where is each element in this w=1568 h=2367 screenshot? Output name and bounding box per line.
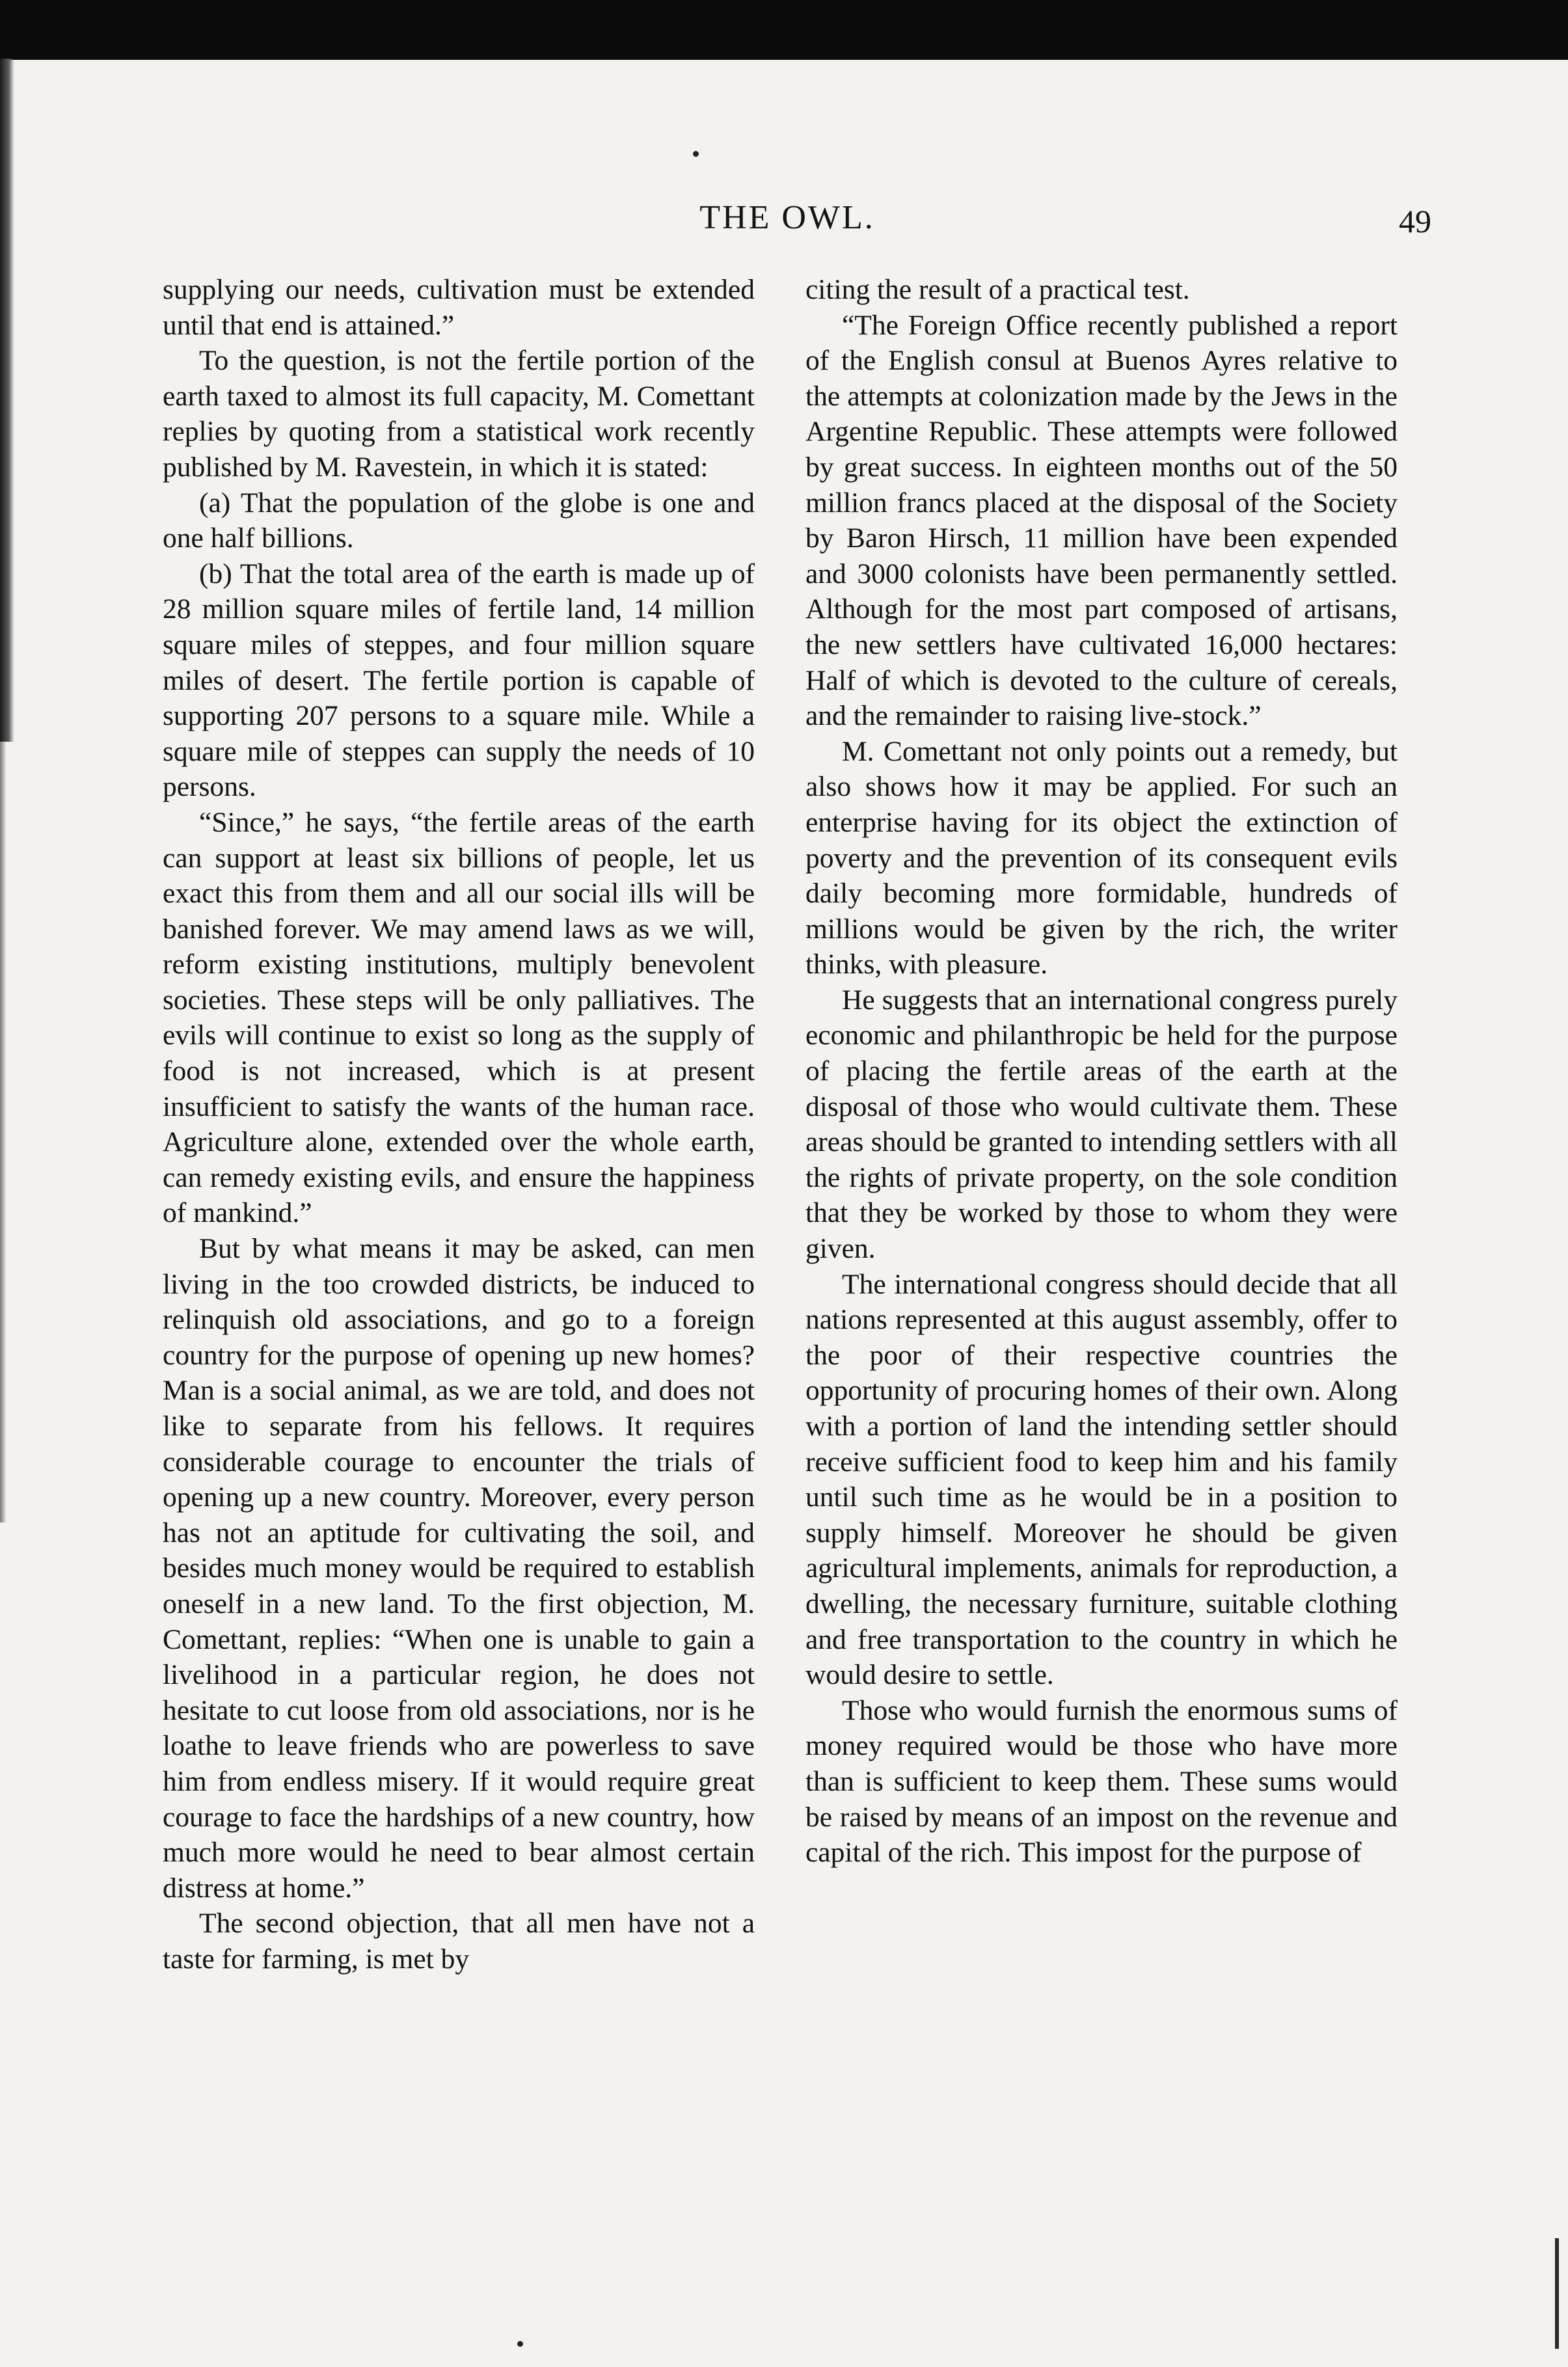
scan-top-border: [0, 0, 1568, 60]
page-number: 49: [1399, 203, 1431, 239]
left-paragraph-4: (b) That the total area of the earth is made up of 28 million square miles of fertile land, 14 million square miles of steppes, and four million square miles of desert. The fertile portion is capable of supporting 207 persons to a square mile. While a square mile of steppes can supply the needs of 10 persons.: [163, 558, 755, 803]
left-paragraph-1: supplying our needs, cultivation must be extended until that end is attained.”: [163, 274, 755, 341]
right-paragraph-5: The international congress should decide that all nations represented at this august assembly, offer to the poor of their respective countries the opportunity of procuring homes of their own. Along with a portion of land the intending settler should receive sufficient food to keep him and his family until such time as he would be in a position to supply himself. Moreover he should be given agricultural implements, animals for reproduction, a dwelling, the necessary furniture, suitable clothing and free transportation to the country in which he would desire to settle.: [805, 1268, 1398, 1691]
running-head: THE OWL.: [699, 199, 875, 236]
left-paragraph-5: “Since,” he says, “the fertile areas of the earth can support at least six billions of people, let us exact this from them and all our social ills will be banished forever. We may amend laws as we will, reform existing institutions, multiply benevolent societies. These steps will be only palliatives. The evils will continue to exist so long as the supply of food is not increased, which is at present insufficient to satisfy the wants of the human race. Agriculture alone, extended over the whole earth, can remedy existing evils, and ensure the happiness of mankind.”: [163, 806, 755, 1229]
right-paragraph-2: “The Foreign Office recently published a report of the English consul at Buenos Ayres relative to the attempts at colonization made by the Jews in the Argentine Republic. These attempts were followed by great success. In eighteen months out of the 50 million francs placed at the disposal of the Society by Baron Hirsch, 11 million have been expended and 3000 colonists have been permanently settled. Although for the most part composed of artisans, the new settlers have cultivated 16,000 hectares: Half of which is devoted to the culture of cereals, and the remainder to raising live-stock.”: [805, 309, 1398, 732]
left-paragraph-6: But by what means it may be asked, can men living in the too crowded districts, be induced to relinquish old associations, and go to a foreign country for the purpose of opening up new homes? Man is a social animal, as we are told, and does not like to separate from his fellows. It requires considerable courage to encounter the trials of opening up a new country. Moreover, every person has not an aptitude for cultivating the soil, and besides much money would be required to establish oneself in a new land. To the first objection, M. Comettant, replies: “When one is unable to gain a livelihood in a particular region, he does not hesitate to cut loose from old associations, nor is he loathe to leave friends who are powerless to save him from endless misery. If it would require great courage to face the hardships of a new country, how much more would he need to bear almost certain distress at home.”: [163, 1233, 755, 1904]
scan-left-edge-lower: [0, 742, 7, 1522]
left-paragraph-7: The second objection, that all men have not a taste for farming, is met by: [163, 1908, 755, 1975]
right-paragraph-6: Those who would furnish the enormous sums of money required would be those who have more than is sufficient to keep them. These sums would be raised by means of an impost on the revenue and capital of the rich. This impost for the purpose of: [805, 1694, 1398, 1869]
scan-right-mark: [1555, 2238, 1559, 2349]
left-paragraph-3: (a) That the population of the globe is one and one half billions.: [163, 487, 755, 554]
left-paragraph-2: To the question, is not the fertile portion of the earth taxed to almost its full capacity, M. Comettant replies by quoting from a statistical work recently published by M. Ravestein, in which it is stated:: [163, 345, 755, 483]
right-paragraph-3: M. Comettant not only points out a remedy, but also shows how it may be applied. For such an enterprise having for its object the extinction of poverty and the prevention of its consequent evils daily becoming more formidable, hundreds of millions would be given by the rich, the writer thinks, with pleasure.: [805, 735, 1398, 981]
scan-speck-bottom: [517, 2341, 523, 2347]
scan-left-edge: [0, 59, 14, 742]
right-column: [805, 272, 1398, 1871]
right-paragraph-4: He suggests that an international congress purely economic and philanthropic be held for the purpose of placing the fertile areas of the earth at the disposal of those who would cultivate them. These areas should be granted to intending settlers with all the rights of private property, on the sole condition that they be worked by those to whom they were given.: [805, 984, 1398, 1265]
left-column: [163, 272, 755, 1977]
right-paragraph-1: citing the result of a practical test.: [805, 274, 1190, 305]
scan-speck-top: [693, 151, 699, 157]
